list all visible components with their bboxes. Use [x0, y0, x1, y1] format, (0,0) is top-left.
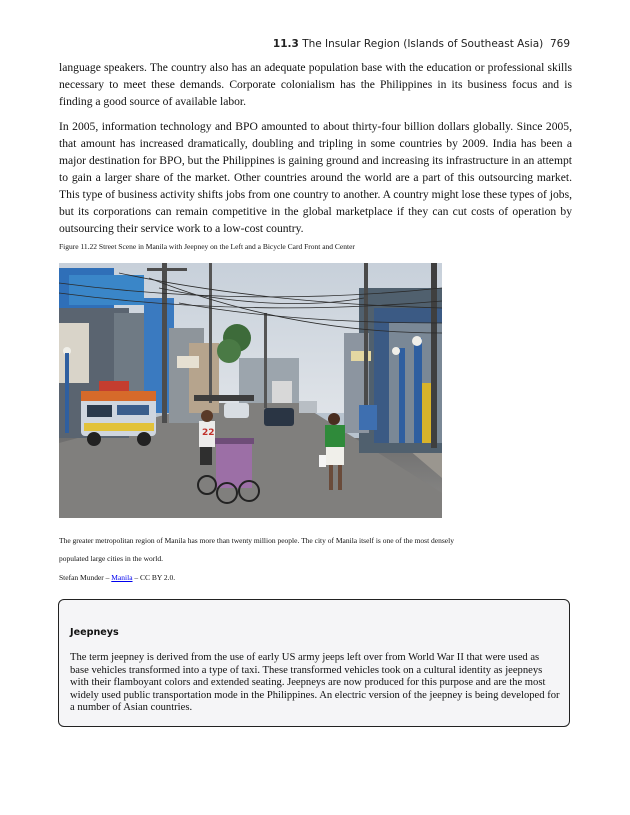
credit-link[interactable]: Manila [111, 573, 133, 582]
figure-credit [59, 573, 175, 582]
paragraph-1: language speakers. The country also has an adequate population base with the education or professional skills necessary to meet these demands. Corporate colonialism has the Philippines in its business focus and is finding a good source of available labor. [59, 61, 572, 108]
cart-number-label: 22 [202, 428, 215, 438]
callout-box [58, 599, 570, 727]
section-number: 11.3 [272, 38, 299, 50]
street-scene-photo [59, 263, 442, 518]
paragraph-2: In 2005, information technology and BPO amounted to about thirty-four billion dollars globally. Since 2005, that amount has increased dramatically, doubling and tripling in some countries by 2009. India has been a major destination for BPO, but the Philippines is gaining ground and increasing its infrastructure in an attempt to gain a larger share of the market. Other countries around the world are a part of this outsourcing market. This type of business activity shifts jobs from one country to another. A country might lose these types of jobs, but its corporations can remain competitive in the global marketplace if they can cut costs of operation by outsourcing their service work to a low-cost country. [59, 120, 572, 235]
credit-license: – CC BY 2.0. [132, 573, 176, 582]
figure-description: The greater metropolitan region of Manila has more than twenty million people. The city of Manila itself is one of the most densely populated large cities in the world. [59, 536, 454, 563]
page-number: 769 [549, 38, 570, 50]
callout-title: Jeepneys [70, 627, 119, 638]
page-header [273, 38, 570, 50]
section-title: The Insular Region (Islands of Southeast Asia) [302, 38, 544, 50]
callout-text: The term jeepney is derived from the use of early US army jeeps left over from World War II that were used as base vehicles transformed into a type of taxi. These transformed vehicles took on a cultural identity as jeepneys with their flamboyant colors and extended seating. Jeepneys are now produced for this purpose and are the most widely used public transportation mode in the Philippines. An electric version of the jeepney is being developed for a number of Asian countries. [70, 652, 560, 713]
credit-author: Stefan Munder – [59, 573, 112, 582]
figure-caption: Figure 11.22 Street Scene in Manila with Jeepney on the Left and a Bicycle Card Front and Center [59, 242, 355, 251]
